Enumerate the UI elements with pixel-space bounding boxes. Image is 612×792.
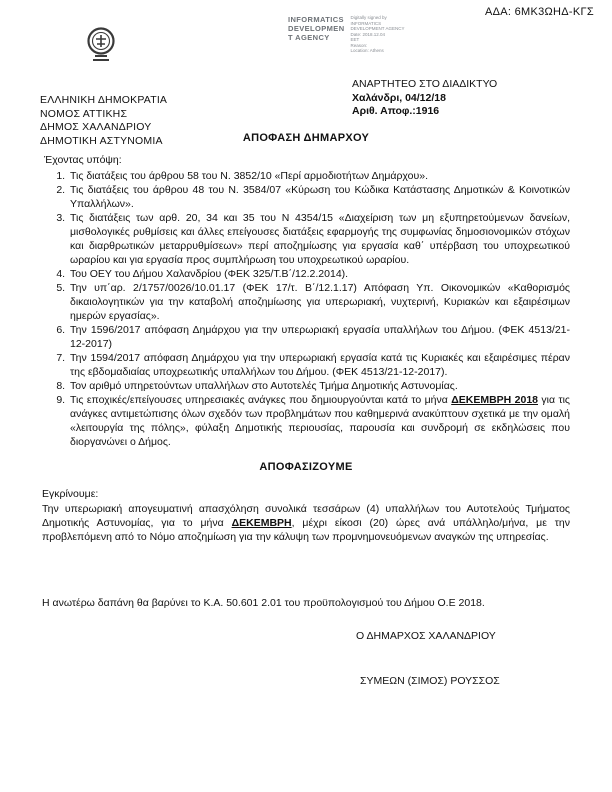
approve-emphasis: ΔΕΚΕΜΒΡΗ (231, 517, 292, 529)
budget-line: Η ανωτέρω δαπάνη θα βαρύνει το Κ.Α. 50.601 2.01 του προϋπολογισμού του Δήμου Ο.Ε 2018. (42, 597, 485, 609)
consideration-text: για τις ανάγκες αντιμετώπισης όλων σχεδόν των προβλημάτων που καθημερινά ανακύπτουν σχετικά με την ομαλή «λειτουργία της πόλης», φύλαξη Δημοτικής περιουσίας, παρουσία και συνδρομή σε εκδηλώσεις που διοργανώνει ο Δήμος. (70, 394, 570, 448)
stamp-detail-line: Digitally signed by (350, 15, 387, 20)
approve-text: Την υπερωριακή απογευματινή απασχόληση συνολικά τεσσάρων (4) υπαλλήλων του Αυτοτελούς Τμήματος Δημοτικής Αστυνομίας, για το μήνα (42, 503, 570, 529)
stamp-agency-line: DEVELOPMEN (288, 24, 345, 33)
document-title: ΑΠΟΦΑΣΗ ΔΗΜΑΡΧΟΥ (242, 132, 370, 144)
stamp-detail-line: Location: Athens (350, 48, 384, 53)
decision-heading: ΑΠΟΦΑΣΙΖΟΥΜΕ (259, 461, 353, 473)
signoff-name: ΣΥΜΕΩΝ (ΣΙΜΟΣ) ΡΟΥΣΣΟΣ (360, 675, 500, 687)
digital-signature-stamp (288, 15, 404, 54)
stamp-agency-line: T AGENCY (288, 33, 330, 42)
stamp-signature-details (351, 15, 405, 54)
ada-code: ΑΔΑ: 6ΜΚ3ΩΗΔ-ΚΓΣ (484, 6, 594, 18)
authority-line-prefecture: ΝΟΜΟΣ ΑΤΤΙΚΗΣ (40, 107, 128, 120)
stamp-detail-line: DEVELOPMENT AGENCY (350, 26, 405, 31)
consideration-text: Την 1596/2017 απόφαση Δημάρχου για την υπερωριακή εργασία υπαλλήλων του Δήμου. (ΦΕΚ 4513/21-12-2017) (70, 324, 570, 350)
place-date: Χαλάνδρι, 04/12/18 (352, 91, 446, 104)
authority-line-municipality: ΔΗΜΟΣ ΧΑΛΑΝΔΡΙΟΥ (40, 121, 152, 133)
consideration-item (68, 393, 570, 449)
consideration-text: Την υπ΄αρ. 2/1757/0026/10.01.17 (ΦΕΚ 17/τ. Β΄/12.1.17) Απόφαση Υπ. Οικονομικών «Καθορισμός δικαιολογητικών για την καταβολή αποζημίωσης για υπερωριακή, νυχτερινή, Κυριακών και εξαιρέσιμων ημερών εργασίας». (70, 282, 570, 322)
stamp-detail-line: Date: 2018.12.04 (350, 31, 386, 37)
document-meta-block (352, 78, 497, 119)
consideration-text: Του ΟΕΥ του Δήμου Χαλανδρίου (ΦΕΚ 325/Τ.Β΄/12.2.2014). (70, 268, 349, 280)
authority-line-department: ΔΗΜΟΤΙΚΗ ΑΣΤΥΝΟΜΙΑ (40, 134, 163, 147)
consideration-text: Τις διατάξεις των αρθ. 20, 34 και 35 του Ν 4354/15 «Διαχείριση των μη εξυπηρετούμενων δανείων, μισθολογικές ρυθμίσεις και άλλες επείγουσες διατάξεις εφαρμογής της συμφωνίας δημοσιονομικών στόχων και διαρθρωτικών μεταρρυθμίσεων» περί αποζημίωσης για εργασία καθ΄ υπέρβαση του υποχρεωτικού ωραρίου και για εργασία προς συμπλήρωση του υποχρεωτικού ωραρίου. (70, 212, 570, 266)
consideration-text: Τον αριθμό υπηρετούντων υπαλλήλων στο Αυτοτελές Τμήμα Δημοτικής Αστυνομίας. (70, 380, 458, 392)
considerations-list (42, 169, 570, 449)
signoff-title: Ο ΔΗΜΑΡΧΟΣ ΧΑΛΑΝΔΡΙΟΥ (356, 630, 496, 642)
considerations-lead: Έχοντας υπόψη: (44, 154, 122, 166)
consideration-item (68, 169, 570, 183)
consideration-text: Τις διατάξεις του άρθρου 58 του Ν. 3852/10 «Περί αρμοδιοτήτων Δημάρχου». (70, 170, 428, 182)
publish-notice: ΑΝΑΡΤΗΤΕΟ ΣΤΟ ΔΙΑΔΙΚΤΥΟ (352, 78, 498, 90)
consideration-item (68, 281, 570, 323)
stamp-detail-line: Reason: (350, 42, 368, 48)
approve-lead: Εγκρίνουμε: (42, 488, 99, 500)
consideration-item (68, 267, 570, 281)
municipality-emblem-icon (86, 26, 116, 71)
consideration-item (68, 351, 570, 379)
decision-number: Αριθ. Αποφ.:1916 (352, 105, 440, 117)
stamp-detail-line: INFORMATICS (350, 20, 382, 26)
stamp-agency-name (288, 15, 345, 42)
document-body (42, 131, 570, 610)
stamp-detail-line: EET (350, 37, 360, 42)
consideration-item (68, 379, 570, 393)
authority-line-state: ΕΛΛΗΝΙΚΗ ΔΗΜΟΚΡΑΤΙΑ (40, 94, 168, 106)
consideration-text: Την 1594/2017 απόφαση Δημάρχου για την υπερωριακή εργασία κατά τις Κυριακές και εξαιρέσιμες πέραν της εβδομαδιαίας υποχρεωτικής υπαλλήλων του Δήμου. (ΦΕΚ 4513/21-12-2017). (70, 352, 570, 378)
consideration-emphasis: ΔΕΚΕΜΒΡΗ 2018 (451, 394, 538, 406)
consideration-item (68, 183, 570, 211)
approve-paragraph (42, 502, 570, 544)
approve-text: , μέχρι είκοσι (20) ώρες ανά υπάλληλο/μήνα, με την προβλεπόμενη από το Νόμο αποζημίωση για την κάλυψη των προμνημονευόμενων αναγκών της υπηρεσίας. (42, 517, 570, 543)
stamp-agency-line: INFORMATICS (288, 15, 344, 24)
consideration-text: Τις διατάξεις του άρθρου 48 του Ν. 3584/07 «Κύρωση του Κώδικα Κατάστασης Δημοτικών & Κοινοτικών Υπαλλήλων». (70, 184, 570, 210)
consideration-text: Τις εποχικές/επείγουσες υπηρεσιακές ανάγκες που δημιουργούνται κατά το μήνα (70, 394, 452, 406)
consideration-item (68, 323, 570, 351)
consideration-item (68, 211, 570, 267)
